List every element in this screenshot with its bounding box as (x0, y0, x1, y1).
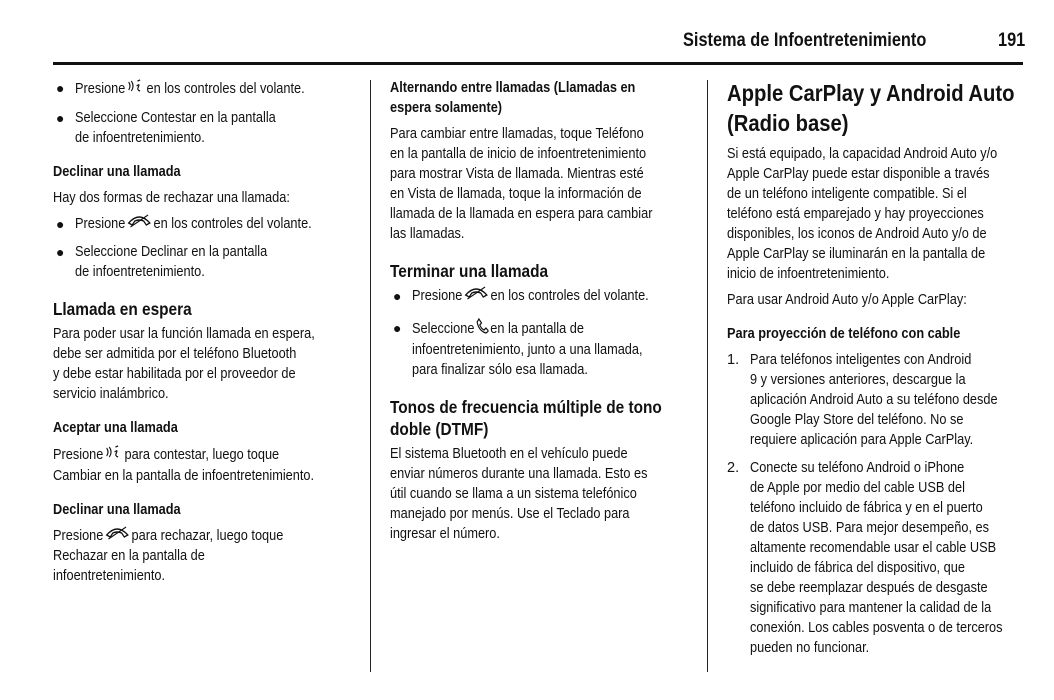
end-call-icon (105, 526, 130, 546)
header-divider (53, 62, 1023, 65)
list-item: ● Presione en los controles del volante. (53, 78, 353, 100)
column-3 (727, 78, 1027, 666)
section-title-carplay-android: Apple CarPlay y Android Auto (Radio base) (727, 80, 1015, 136)
voice-control-icon (127, 78, 145, 100)
end-call-icon (127, 214, 152, 234)
list-item-text: Presione (75, 216, 126, 232)
voice-control-icon (105, 444, 123, 466)
list-item: ● Presione en los controles del volante. (56, 216, 312, 232)
list-item: 1. Para teléfonos inteligentes con Android 9 y versiones anteriores, descargue la aplicación Android Auto a su teléfono desde Google Play Store del teléfono. No se requiere aplicación para Apple CarPlay. (727, 352, 998, 448)
phone-icon (476, 318, 488, 340)
column-divider-1 (370, 80, 371, 672)
paragraph: Si está equipado, la capacidad Android Auto y/o Apple CarPlay puede estar disponible a través de un teléfono inteligente compatible. Si el teléfono está emparejado y hay proyecciones disponibles, los iconos de Android Auto y/o de Apple CarPlay se iluminarán en la pantalla de inicio de infoentretenimiento. (727, 146, 998, 282)
column-divider-2 (707, 80, 708, 672)
paragraph: Presione para contestar, luego toque Cambiar en la pantalla de infoentretenimiento. (53, 444, 353, 486)
subheading-accept-call: Aceptar una llamada (53, 420, 178, 436)
list-item-text: Seleccione Contestar en la pantalla (75, 110, 276, 126)
paragraph: Hay dos formas de rechazar una llamada: (53, 190, 290, 206)
subheading-decline-call: Declinar una llamada (53, 164, 181, 180)
column-1 (53, 78, 353, 592)
subheading-wired-projection: Para proyección de teléfono con cable (727, 326, 961, 342)
list-item: ● Seleccione Contestar en la pantalla de infoentretenimiento. (53, 108, 353, 148)
paragraph: Para usar Android Auto y/o Apple CarPlay: (727, 292, 967, 308)
end-call-icon (464, 286, 489, 306)
list-item: 2. Conecte su teléfono Android o iPhone de Apple por medio del cable USB del teléfono incluido de fábrica y en el puerto de datos USB. Para mejor desempeño, es altamente recomendable usar el cable USB incluido de fábrica del dispositivo, que se debe reemplazar después de desgaste significativo para mantener la calidad de la conexión. Los cables posventa o de terceros pueden no funcionar. (727, 460, 1003, 656)
section-heading-dtmf: Tonos de frecuencia múltiple de tono doble (DTMF) (390, 397, 662, 439)
section-heading-call-waiting: Llamada en espera (53, 299, 192, 319)
list-item: ● Presione en los controles del volante. (393, 288, 649, 304)
paragraph: Para poder usar la función llamada en espera, debe ser admitida por el teléfono Bluetooth y debe estar habilitada por el proveedor de servicio inalámbrico. (53, 326, 315, 402)
subheading-decline-call-2: Declinar una llamada (53, 502, 181, 518)
list-item-text: de infoentretenimiento. (75, 264, 205, 280)
subheading-alternate-calls: Alternando entre llamadas (Llamadas en espera solamente) (390, 80, 636, 116)
list-item-text: Presione (75, 81, 126, 97)
list-item-text: en los controles del volante. (153, 216, 312, 232)
page-header-title: Sistema de Infoentretenimiento (683, 30, 927, 51)
paragraph: Para cambiar entre llamadas, toque Teléfono en la pantalla de inicio de infoentretenimiento para mostrar Vista de llamada. Mientras esté en Vista de llamada, toque la información de llamada de la llamada en espera para cambiar las llamadas. (390, 126, 653, 242)
list-item-text: Seleccione Declinar en la pantalla (75, 244, 268, 260)
column-2 (390, 78, 690, 550)
list-item-text: en los controles del volante. (146, 81, 305, 97)
list-item: ● Seleccione Declinar en la pantalla de infoentretenimiento. (53, 242, 353, 282)
section-heading-end-call: Terminar una llamada (390, 261, 549, 281)
list-item-text: de infoentretenimiento. (75, 130, 205, 146)
page-number: 191 (998, 30, 1026, 51)
paragraph: El sistema Bluetooth en el vehículo puede enviar números durante una llamada. Esto es útil cuando se llama a un sistema telefónico manejado por menús. Use el Teclado para ingresar el número. (390, 446, 648, 542)
paragraph: Presione para rechazar, luego toque Rechazar en la pantalla de infoentretenimiento. (53, 528, 284, 584)
list-item: ● Seleccione en la pantalla de infoentretenimiento, junto a una llamada, para finalizar sólo esa llamada. (393, 320, 643, 378)
